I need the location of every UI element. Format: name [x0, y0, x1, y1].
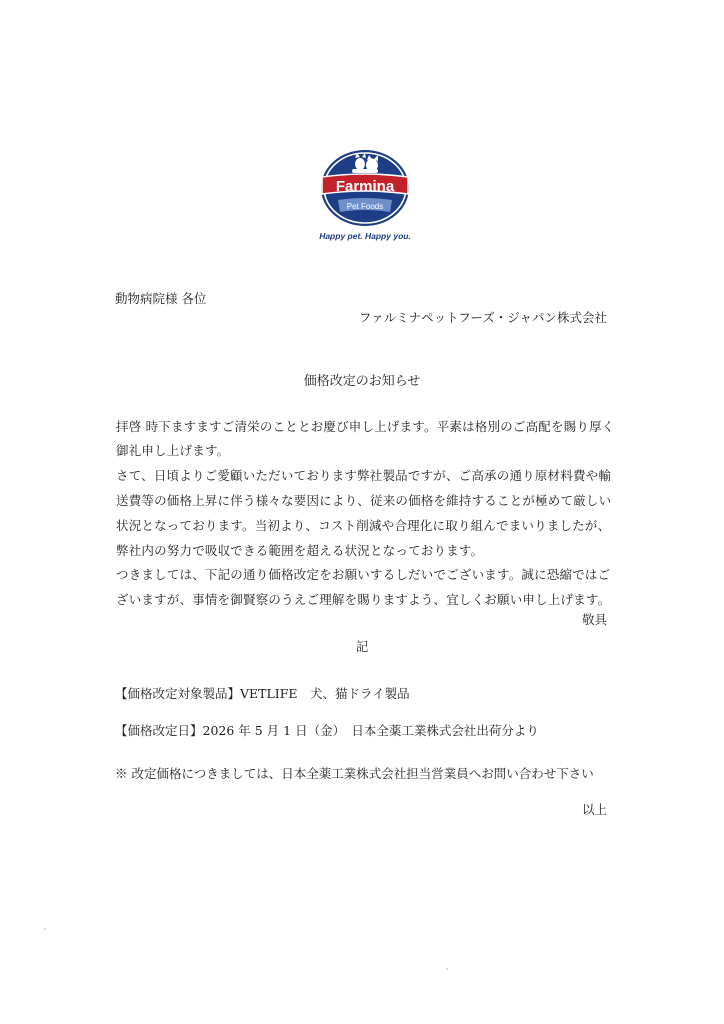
logo-sub-text: Pet Foods [346, 202, 384, 211]
farmina-logo [316, 148, 414, 244]
note: ※ 改定価格につきましては、日本全薬工業株式会社担当営業員へお問い合わせ下さい [115, 766, 594, 781]
revision-date: 【価格改定日】2026 年 5 月 1 日（金） 日本全薬工業株式会社出荷分より [115, 723, 539, 738]
scan-speck [44, 928, 46, 930]
logo-brand-text: Farmina [335, 178, 395, 195]
scan-speck [446, 968, 448, 970]
body-line: 状況となっております。当初より、コスト削減や合理化に取り組んでまいりましたが、 [116, 518, 611, 533]
ki-heading: 記 [355, 639, 369, 654]
page-title: 価格改定のお知らせ [303, 374, 421, 389]
addressee: 動物病院様 各位 [115, 291, 207, 306]
sender-company: ファルミナペットフーズ・ジャパン株式会社 [358, 310, 607, 325]
body-line: さて、日頃よりご愛顧いただいております弊社製品ですが、ご高承の通り原材料費や輸 [116, 468, 612, 483]
body-line: 拝啓 時下ますますご清栄のこととお慶び申し上げます。平素は格別のご高配を賜り厚く [116, 419, 615, 434]
body-line: 弊社内の努力で吸収できる範囲を超える状況となっております。 [116, 543, 484, 558]
closing-greeting: 敬具 [581, 612, 607, 627]
body-line: ざいますが、事情を御賢察のうえご理解を賜りますよう、宜しくお願い申し上げます。 [116, 592, 611, 607]
body-line: 御礼申し上げます。 [116, 443, 230, 458]
target-products: 【価格改定対象製品】VETLIFE 犬、猫ドライ製品 [115, 686, 410, 701]
end-mark: 以上 [581, 802, 607, 817]
body-line: つきましては、下記の通り価格改定をお願いするしだいでございます。誠に恐縮ではご [116, 567, 611, 582]
logo-tagline: Happy pet. Happy you. [319, 231, 411, 241]
body-line: 送費等の価格上昇に伴う様々な要因により、従来の価格を維持することが極めて厳しい [116, 493, 612, 508]
